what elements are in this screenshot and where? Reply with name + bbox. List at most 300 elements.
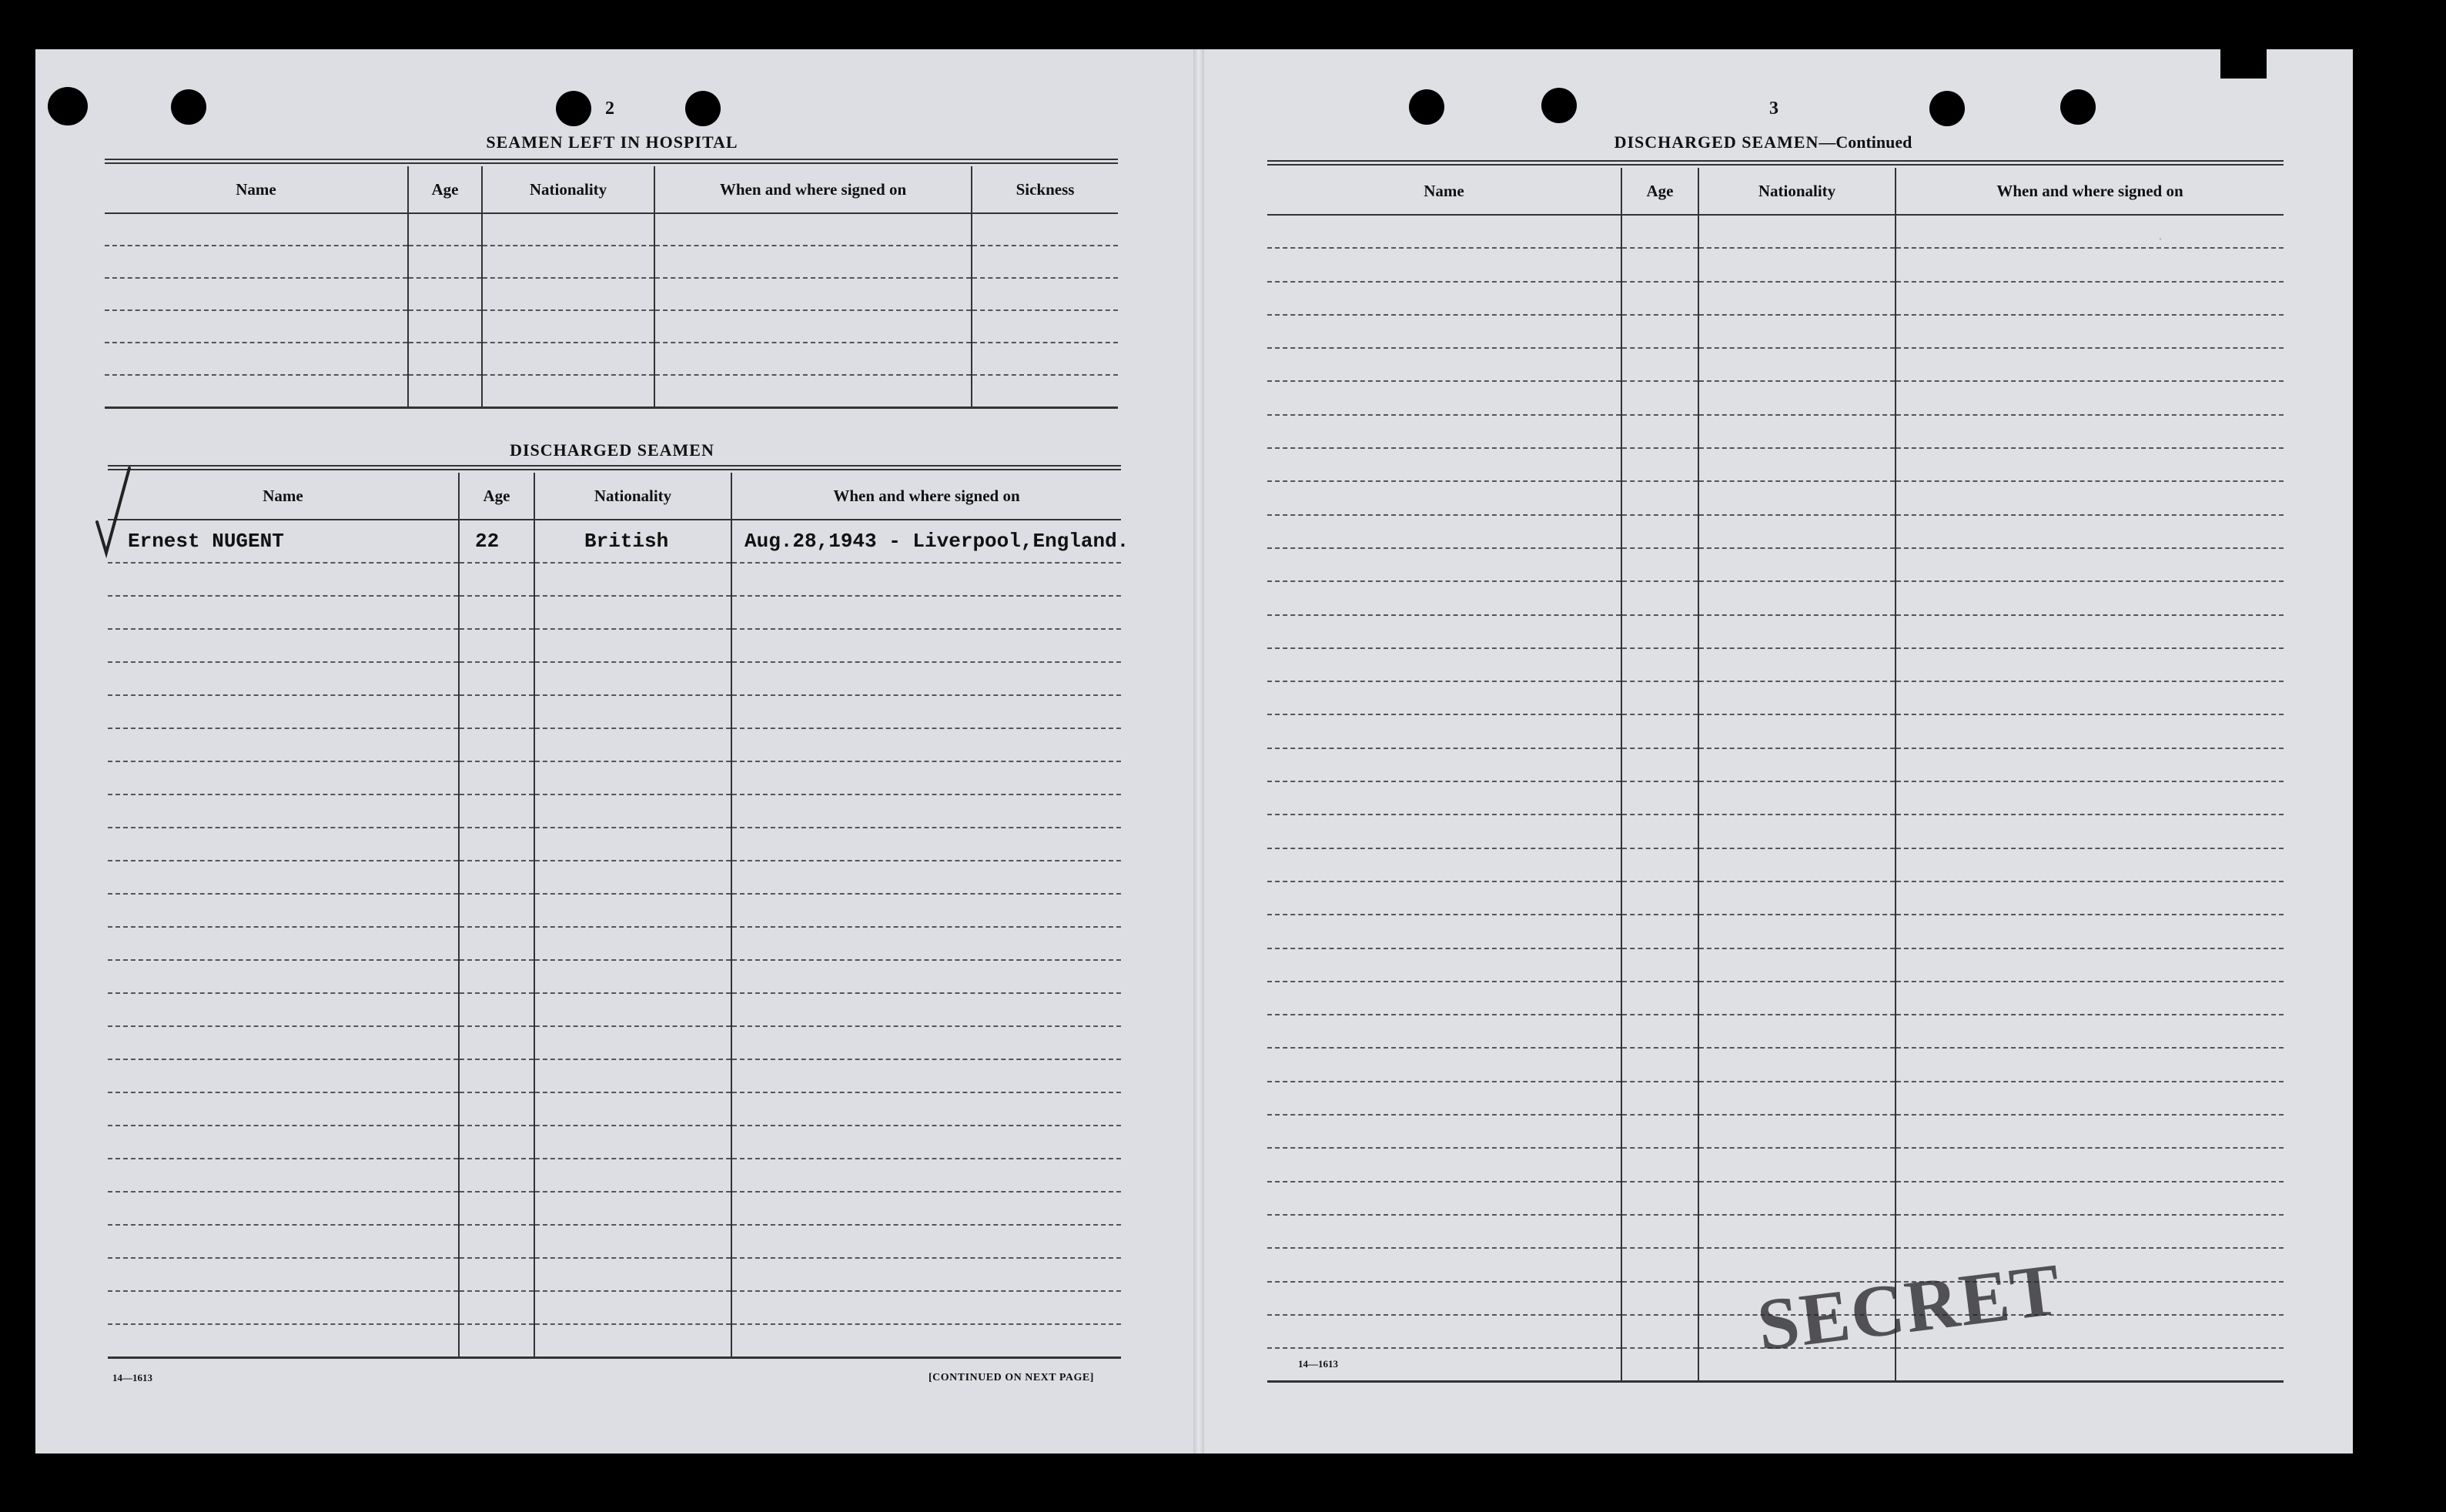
table-row <box>108 1192 1121 1225</box>
blank-cell <box>1621 1315 1698 1348</box>
blank-cell <box>1698 982 1896 1015</box>
blank-cell <box>534 662 731 695</box>
blank-cell <box>534 1126 731 1159</box>
page-number: 2 <box>605 99 614 119</box>
blank-cell <box>482 246 654 278</box>
table-row <box>108 1258 1121 1291</box>
check-mark-icon <box>92 462 154 562</box>
seaman-age: 22 <box>459 520 534 563</box>
table-row <box>105 213 1118 246</box>
blank-cell <box>1621 1215 1698 1248</box>
blank-cell <box>1896 748 2284 781</box>
table-row <box>1267 248 2284 281</box>
blank-cell <box>1698 1082 1896 1115</box>
blank-cell <box>731 629 1121 662</box>
blank-cell <box>1267 815 1621 848</box>
blank-cell <box>459 761 534 794</box>
blank-cell <box>534 993 731 1026</box>
blank-cell <box>534 761 731 794</box>
blank-cell <box>108 563 459 596</box>
blank-cell <box>1896 815 2284 848</box>
blank-cell <box>1896 248 2284 281</box>
table-row <box>108 1026 1121 1059</box>
punch-hole <box>1929 91 1965 126</box>
hospital-section-title: SEAMEN LEFT IN HOSPITAL <box>486 132 738 152</box>
blank-cell <box>459 1059 534 1092</box>
blank-cell <box>408 278 482 310</box>
blank-cell <box>654 375 972 408</box>
blank-cell <box>1621 648 1698 681</box>
blank-cell <box>1896 1148 2284 1181</box>
blank-cell <box>1698 1115 1896 1148</box>
blank-cell <box>1896 615 2284 648</box>
blank-cell <box>1267 881 1621 915</box>
blank-cell <box>1896 1115 2284 1148</box>
blank-cell <box>108 993 459 1026</box>
table-row <box>1267 881 2284 915</box>
blank-cell <box>482 213 654 246</box>
table-row <box>108 1126 1121 1159</box>
blank-cell <box>108 1059 459 1092</box>
table-row <box>1267 781 2284 815</box>
blank-cell <box>459 1258 534 1291</box>
blank-cell <box>731 1291 1121 1324</box>
double-rule <box>1267 160 2284 166</box>
table-row <box>108 520 1121 563</box>
blank-cell <box>1698 581 1896 614</box>
blank-cell <box>1896 581 2284 614</box>
blank-cell <box>1698 1048 1896 1081</box>
blank-cell <box>459 1324 534 1357</box>
seaman-name: Ernest NUGENT <box>108 520 459 563</box>
blank-cell <box>1896 1348 2284 1381</box>
blank-cell <box>534 1258 731 1291</box>
blank-cell <box>459 960 534 993</box>
column-header-signed-on: When and where signed on <box>654 166 972 213</box>
blank-cell <box>534 1192 731 1225</box>
table-row <box>105 375 1118 408</box>
table-row <box>108 894 1121 927</box>
blank-cell <box>1698 881 1896 915</box>
blank-cell <box>534 596 731 629</box>
blank-cell <box>1267 1082 1621 1115</box>
blank-cell <box>1621 415 1698 448</box>
blank-cell <box>1267 315 1621 348</box>
table-row <box>108 695 1121 728</box>
column-header-name: Name <box>1267 168 1621 215</box>
discharged-section-title: DISCHARGED SEAMEN <box>510 440 714 460</box>
blank-cell <box>105 278 408 310</box>
blank-cell <box>459 894 534 927</box>
table-row <box>1267 282 2284 315</box>
blank-cell <box>972 343 1118 375</box>
blank-cell <box>1896 1182 2284 1215</box>
blank-cell <box>1896 415 2284 448</box>
blank-cell <box>482 343 654 375</box>
table-row <box>1267 615 2284 648</box>
blank-cell <box>1698 1215 1896 1248</box>
blank-cell <box>731 695 1121 728</box>
table-row <box>105 343 1118 375</box>
blank-cell <box>731 728 1121 761</box>
blank-cell <box>108 1324 459 1357</box>
blank-cell <box>1698 948 1896 982</box>
discharged-table <box>108 473 1129 1359</box>
blank-cell <box>408 310 482 343</box>
blank-cell <box>108 629 459 662</box>
blank-cell <box>1621 1082 1698 1115</box>
table-row <box>105 278 1118 310</box>
table-row <box>1267 815 2284 848</box>
blank-cell <box>108 1291 459 1324</box>
punch-hole <box>1541 88 1577 123</box>
blank-cell <box>108 1159 459 1192</box>
table-row <box>1267 748 2284 781</box>
column-header-signed-on: When and where signed on <box>1896 168 2284 215</box>
blank-cell <box>1621 1248 1698 1281</box>
blank-cell <box>534 1059 731 1092</box>
blank-cell <box>972 310 1118 343</box>
blank-cell <box>482 278 654 310</box>
column-header-age: Age <box>1621 168 1698 215</box>
table-row <box>1267 315 2284 348</box>
table-row <box>1267 381 2284 414</box>
blank-cell <box>1267 982 1621 1015</box>
blank-cell <box>1698 515 1896 548</box>
blank-cell <box>459 728 534 761</box>
blank-cell <box>731 960 1121 993</box>
blank-cell <box>1698 615 1896 648</box>
table-row <box>1267 982 2284 1015</box>
blank-cell <box>1698 848 1896 881</box>
blank-cell <box>731 1159 1121 1192</box>
blank-cell <box>1896 381 2284 414</box>
blank-cell <box>654 278 972 310</box>
blank-cell <box>108 1092 459 1126</box>
blank-cell <box>1896 1015 2284 1048</box>
punch-hole <box>171 89 206 125</box>
table-row <box>1267 948 2284 982</box>
table-row <box>108 629 1121 662</box>
blank-cell <box>534 563 731 596</box>
blank-cell <box>1621 315 1698 348</box>
blank-cell <box>1698 714 1896 748</box>
table-row <box>1267 415 2284 448</box>
blank-cell <box>108 596 459 629</box>
blank-cell <box>1621 348 1698 381</box>
table-row <box>1267 581 2284 614</box>
blank-cell <box>108 1192 459 1225</box>
table-row <box>108 596 1121 629</box>
blank-cell <box>1896 848 2284 881</box>
blank-cell <box>1621 1348 1698 1381</box>
blank-cell <box>731 894 1121 927</box>
blank-cell <box>1698 215 1896 248</box>
column-header-nationality: Nationality <box>534 473 731 520</box>
blank-cell <box>1267 581 1621 614</box>
blank-cell <box>459 927 534 960</box>
blank-cell <box>1621 215 1698 248</box>
section-title-text: DISCHARGED SEAMEN <box>1614 132 1819 152</box>
blank-cell <box>105 343 408 375</box>
blank-cell <box>534 1291 731 1324</box>
column-header-nationality: Nationality <box>1698 168 1896 215</box>
blank-cell <box>1621 848 1698 881</box>
blank-cell <box>731 563 1121 596</box>
table-row <box>1267 481 2284 514</box>
table-row <box>1267 348 2284 381</box>
punch-hole <box>1409 89 1444 125</box>
blank-cell <box>1896 1082 2284 1115</box>
blank-cell <box>1698 748 1896 781</box>
table-row <box>108 662 1121 695</box>
blank-cell <box>1621 881 1698 915</box>
blank-cell <box>108 1126 459 1159</box>
blank-cell <box>108 695 459 728</box>
blank-cell <box>459 1192 534 1225</box>
blank-cell <box>534 794 731 828</box>
blank-cell <box>459 794 534 828</box>
blank-cell <box>1621 748 1698 781</box>
blank-cell <box>654 246 972 278</box>
blank-cell <box>731 1126 1121 1159</box>
blank-cell <box>534 960 731 993</box>
blank-cell <box>459 1126 534 1159</box>
section-title-suffix: —Continued <box>1819 132 1912 152</box>
blank-cell <box>459 1225 534 1258</box>
secret-stamp: SECRET <box>1752 1247 2066 1366</box>
blank-cell <box>482 310 654 343</box>
blank-cell <box>972 213 1118 246</box>
blank-cell <box>1621 982 1698 1015</box>
blank-cell <box>1896 681 2284 714</box>
blank-cell <box>1698 1015 1896 1048</box>
blank-cell <box>1896 948 2284 982</box>
blank-cell <box>1267 448 1621 481</box>
blank-cell <box>1267 1148 1621 1181</box>
blank-cell <box>1267 915 1621 948</box>
blank-cell <box>1698 815 1896 848</box>
blank-cell <box>1698 681 1896 714</box>
column-header-sickness: Sickness <box>972 166 1118 213</box>
column-header-name: Name <box>105 166 408 213</box>
blank-cell <box>1267 948 1621 982</box>
blank-cell <box>1621 282 1698 315</box>
blank-cell <box>534 1092 731 1126</box>
blank-cell <box>459 695 534 728</box>
blank-cell <box>972 278 1118 310</box>
blank-cell <box>105 310 408 343</box>
punch-hole <box>2060 89 2096 125</box>
table-row <box>108 1291 1121 1324</box>
blank-cell <box>1267 848 1621 881</box>
blank-cell <box>1621 915 1698 948</box>
blank-cell <box>108 960 459 993</box>
table-row <box>108 1059 1121 1092</box>
blank-cell <box>731 1059 1121 1092</box>
blank-cell <box>1896 282 2284 315</box>
blank-cell <box>1267 515 1621 548</box>
blank-cell <box>108 1258 459 1291</box>
blank-cell <box>1896 982 2284 1015</box>
blank-cell <box>1698 781 1896 815</box>
blank-cell <box>459 861 534 894</box>
blank-cell <box>534 927 731 960</box>
blank-cell <box>1267 615 1621 648</box>
blank-cell <box>1621 1182 1698 1215</box>
blank-cell <box>1267 781 1621 815</box>
blank-cell <box>1698 282 1896 315</box>
blank-cell <box>459 662 534 695</box>
bleed-through: · <box>2156 231 2166 249</box>
blank-cell <box>459 828 534 861</box>
blank-cell <box>459 596 534 629</box>
blank-cell <box>1621 1015 1698 1048</box>
blank-cell <box>1896 881 2284 915</box>
blank-cell <box>1267 1315 1621 1348</box>
blank-cell <box>1621 1282 1698 1315</box>
blank-cell <box>1267 1182 1621 1215</box>
table-row <box>1267 681 2284 714</box>
blank-cell <box>108 662 459 695</box>
page-fold <box>1193 49 1204 1453</box>
blank-cell <box>1896 1215 2284 1248</box>
table-row <box>1267 215 2284 248</box>
column-header-nationality: Nationality <box>482 166 654 213</box>
blank-cell <box>731 861 1121 894</box>
blank-cell <box>108 761 459 794</box>
table-row <box>108 794 1121 828</box>
blank-cell <box>731 828 1121 861</box>
blank-cell <box>1267 548 1621 581</box>
blank-cell <box>1267 714 1621 748</box>
table-row <box>1267 1148 2284 1181</box>
blank-cell <box>1896 515 2284 548</box>
table-row <box>1267 714 2284 748</box>
blank-cell <box>1896 215 2284 248</box>
blank-cell <box>1896 548 2284 581</box>
blank-cell <box>1267 648 1621 681</box>
blank-cell <box>459 629 534 662</box>
discharged-continued-table <box>1267 168 2284 1383</box>
blank-cell <box>1267 748 1621 781</box>
blank-cell <box>1267 1048 1621 1081</box>
blank-cell <box>534 828 731 861</box>
column-header-age: Age <box>459 473 534 520</box>
blank-cell <box>1896 448 2284 481</box>
blank-cell <box>1267 1282 1621 1315</box>
blank-cell <box>1621 481 1698 514</box>
blank-cell <box>1621 448 1698 481</box>
table-row <box>108 993 1121 1026</box>
blank-cell <box>731 1192 1121 1225</box>
blank-cell <box>972 246 1118 278</box>
blank-cell <box>1621 948 1698 982</box>
blank-cell <box>1267 1115 1621 1148</box>
table-row <box>1267 1215 2284 1248</box>
blank-cell <box>108 927 459 960</box>
table-row <box>1267 1082 2284 1115</box>
table-row <box>108 563 1121 596</box>
blank-cell <box>1698 481 1896 514</box>
blank-cell <box>1621 681 1698 714</box>
blank-cell <box>1621 248 1698 281</box>
table-row <box>108 927 1121 960</box>
blank-cell <box>731 794 1121 828</box>
blank-cell <box>108 794 459 828</box>
blank-cell <box>1621 381 1698 414</box>
blank-cell <box>1698 915 1896 948</box>
blank-cell <box>1896 1048 2284 1081</box>
blank-cell <box>1698 548 1896 581</box>
blank-cell <box>1621 1115 1698 1148</box>
table-row <box>108 761 1121 794</box>
blank-cell <box>1896 915 2284 948</box>
table-row <box>105 310 1118 343</box>
blank-cell <box>108 728 459 761</box>
form-number: 14—1613 <box>112 1372 152 1383</box>
blank-cell <box>459 993 534 1026</box>
blank-cell <box>459 1026 534 1059</box>
blank-cell <box>1698 648 1896 681</box>
double-rule <box>108 465 1121 470</box>
table-row <box>108 728 1121 761</box>
blank-cell <box>1621 1148 1698 1181</box>
torn-corner <box>2220 49 2267 79</box>
blank-cell <box>459 1092 534 1126</box>
blank-cell <box>534 1225 731 1258</box>
blank-cell <box>534 1026 731 1059</box>
page-number: 3 <box>1769 99 1778 119</box>
blank-cell <box>731 927 1121 960</box>
continued-note: [CONTINUED ON NEXT PAGE] <box>929 1372 1094 1383</box>
blank-cell <box>731 761 1121 794</box>
table-row <box>105 246 1118 278</box>
blank-cell <box>105 213 408 246</box>
table-row <box>1267 448 2284 481</box>
blank-cell <box>1267 381 1621 414</box>
blank-cell <box>534 894 731 927</box>
blank-cell <box>1698 1182 1896 1215</box>
blank-cell <box>408 246 482 278</box>
blank-cell <box>1267 1015 1621 1048</box>
blank-cell <box>1621 714 1698 748</box>
blank-cell <box>459 1291 534 1324</box>
table-row <box>108 1324 1121 1357</box>
blank-cell <box>108 861 459 894</box>
blank-cell <box>459 563 534 596</box>
table-row <box>108 960 1121 993</box>
blank-cell <box>1267 1215 1621 1248</box>
blank-cell <box>105 246 408 278</box>
column-header-signed-on: When and where signed on <box>731 473 1121 520</box>
blank-cell <box>1896 481 2284 514</box>
blank-cell <box>1621 781 1698 815</box>
column-header-age: Age <box>408 166 482 213</box>
punch-hole <box>685 91 721 126</box>
blank-cell <box>731 1225 1121 1258</box>
table-row <box>1267 1182 2284 1215</box>
blank-cell <box>534 1159 731 1192</box>
blank-cell <box>972 375 1118 408</box>
double-rule <box>105 159 1118 164</box>
blank-cell <box>408 213 482 246</box>
blank-cell <box>1698 248 1896 281</box>
blank-cell <box>1698 448 1896 481</box>
blank-cell <box>1267 415 1621 448</box>
blank-cell <box>1896 315 2284 348</box>
table-row <box>108 1159 1121 1192</box>
